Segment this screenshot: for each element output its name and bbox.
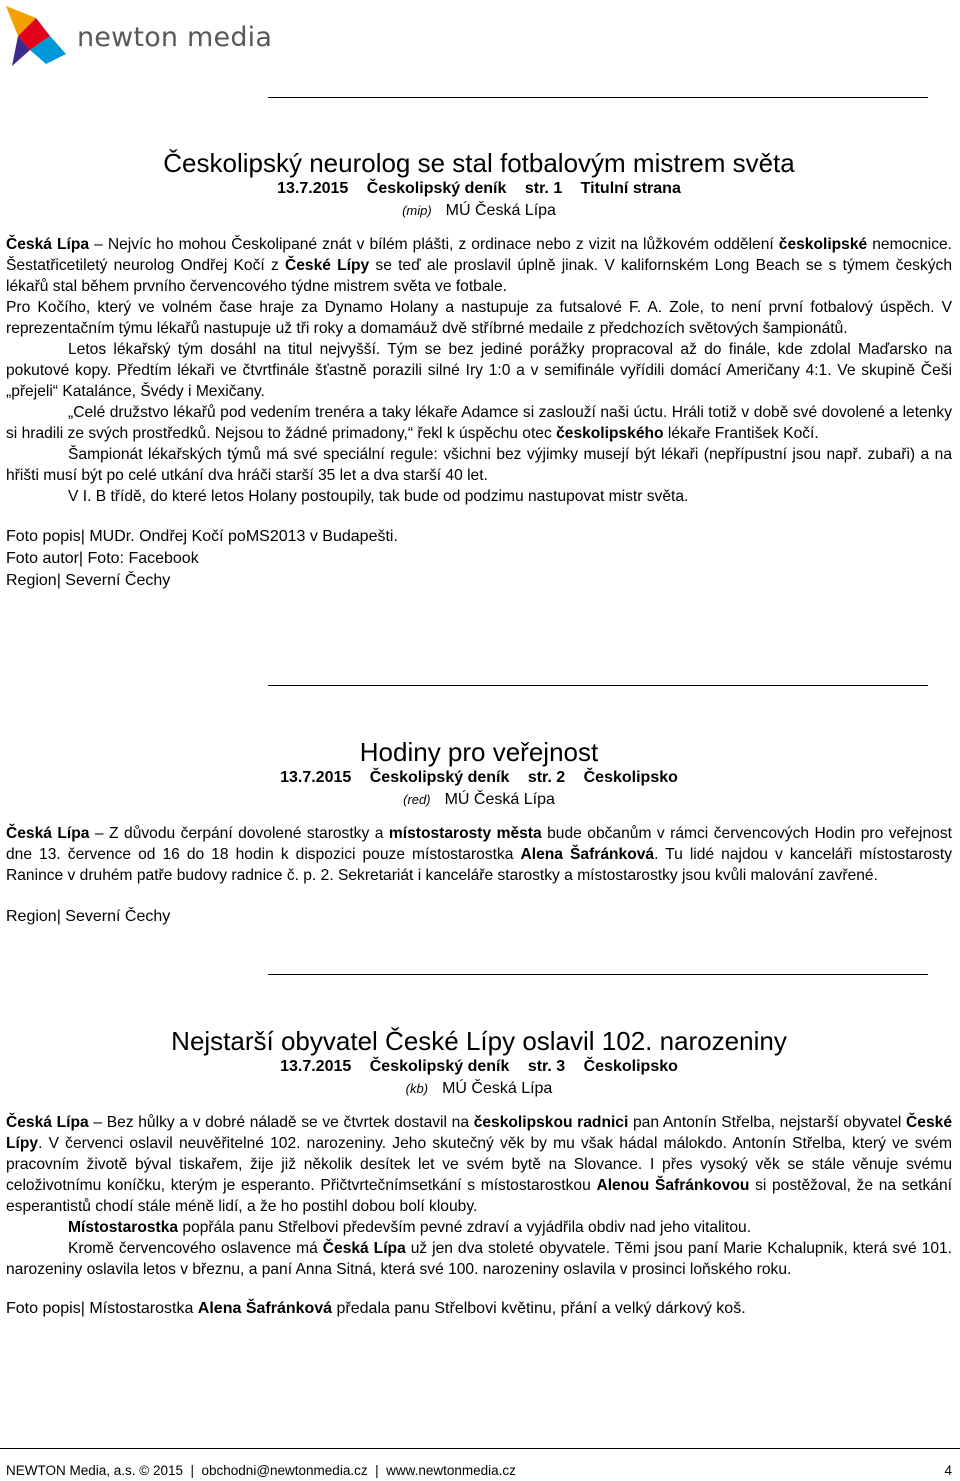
article-source bbox=[6, 200, 952, 222]
newton-logo-mark-icon bbox=[6, 6, 68, 68]
article-region-tag: MÚ Česká Lípa bbox=[445, 202, 556, 219]
paragraph: V I. B třídě, do které letos Holany postoupily, tak bude od podzimu nastupovat mistr světa. bbox=[68, 488, 689, 505]
article-date: 13.7.2015 bbox=[280, 769, 352, 786]
paragraph: „Celé družstvo lékařů pod vedením trenéra a taky lékaře Adamce si zaslouží naši úctu. Hráli totiž v době své dovolené a letenky si hradili ze svých prostředků. Nejsou to žádné primadony,“ řekl k úspěchu otec českolipského lékaře František Kočí. bbox=[6, 404, 952, 442]
paragraph: Česká Lípa – Bez hůlky a v dobré náladě se ve čtvrtek dostavil na českolipskou radnici pan Antonín Střelba, nejstarší obyvatel České Lípy. V červenci oslavil neuvěřitelné 102. narozeniny. Jeho skutečný věk by mu však hádal málokdo. Antonín Střelba, který ve svém pracovním životě býval tiskařem, žije již několik desítek let ve svém bytě na Slovance. I přes vysoký věk se stále věnuje svému celoživotnímu koníčku, kterým je esperanto. Přičtvrtečnímsetkání s místostarostkou Alenou Šafránkovou si postěžoval, že na setkání esperantistů chodí stále méně lidí, a že ho postihl dobou bolí klouby. bbox=[6, 1114, 952, 1215]
region: Region| Severní Čechy bbox=[6, 908, 171, 925]
article-3 bbox=[6, 1026, 952, 1320]
article-source bbox=[6, 1078, 952, 1100]
paragraph: Šampionát lékařských týmů má své speciální regule: všichni bez výjimky musejí být lékaři (nepřípustní jsou např. zubaři) a na hřišti musí být po celé utkání dva hráči starší 35 let a dva starší 40 let. bbox=[6, 446, 952, 484]
article-section: Českolipsko bbox=[583, 1058, 678, 1075]
divider bbox=[268, 974, 928, 975]
foto-popis: Foto popis| Místostarostka Alena Šafránková předala panu Střelbovi květinu, přání a velký dárkový koš. bbox=[6, 1300, 746, 1317]
article-region-tag: MÚ Česká Lípa bbox=[442, 1080, 553, 1097]
article-1 bbox=[6, 148, 952, 592]
newton-media-logo bbox=[6, 6, 272, 68]
foto-popis: Foto popis| MUDr. Ondřej Kočí poMS2013 v Budapešti. bbox=[6, 528, 398, 545]
article-author: (red) bbox=[403, 792, 431, 807]
article-source bbox=[6, 789, 952, 811]
article-footnotes bbox=[6, 906, 952, 928]
article-page: str. 1 bbox=[524, 180, 563, 197]
footer-divider bbox=[0, 1448, 960, 1449]
article-page: str. 3 bbox=[527, 1058, 566, 1075]
article-author: (mip) bbox=[402, 203, 432, 218]
article-2 bbox=[6, 737, 952, 928]
article-date: 13.7.2015 bbox=[277, 180, 349, 197]
region: Region| Severní Čechy bbox=[6, 572, 171, 589]
article-section: Titulní strana bbox=[580, 180, 681, 197]
paragraph: Kromě červencového oslavence má Česká Lípa už jen dva stoleté obyvatele. Těmi jsou paní Marie Kchalupnik, která své 101. narozeniny oslavila letos v březnu, a paní Anna Sitná, která své 100. narozeniny oslavila v prosinci loňského roku. bbox=[6, 1240, 952, 1278]
divider bbox=[268, 97, 928, 98]
article-paper: Českolipský deník bbox=[366, 180, 507, 197]
paragraph: Místostarostka popřála panu Střelbovi především pevné zdraví a vyjádřila obdiv nad jeho vitalitou. bbox=[68, 1219, 752, 1236]
article-title: Hodiny pro veřejnost bbox=[359, 737, 599, 767]
article-paper: Českolipský deník bbox=[369, 769, 510, 786]
article-footnotes bbox=[6, 1298, 952, 1320]
article-author: (kb) bbox=[405, 1081, 429, 1096]
article-page: str. 2 bbox=[527, 769, 566, 786]
footer-text: NEWTON Media, a.s. © 2015 | obchodni@newtonmedia.cz | www.newtonmedia.cz bbox=[6, 1463, 516, 1478]
article-meta bbox=[6, 767, 952, 789]
paragraph: Pro Kočího, který ve volném čase hraje za Dynamo Holany a nastupuje za futsalové F. A. Zole, to není první fotbalový úspěch. V reprezentačním týmu lékařů nastupuje už tři roky a domamáuž dvě stříbrné medaile z předchozích světových šampionátů. bbox=[6, 299, 952, 337]
page-number: 4 bbox=[944, 1463, 952, 1478]
logo-text: newton media bbox=[77, 21, 273, 53]
divider bbox=[268, 685, 928, 686]
article-section: Českolipsko bbox=[583, 769, 678, 786]
paragraph: Letos lékařský tým dosáhl na titul nejvyšší. Tým se bez jediné porážky propracoval až do finále, kde zdolal Maďarsko na pokutové kopy. Předtím lékaři ve čtvrtfinále šťastně porazili silné Iry 1:0 a v semifinále vyřídili domácí Američany 4:1. Ve skupině Češi „přejeli“ Katalánce, Švédy i Mexičany. bbox=[6, 341, 952, 400]
paragraph: Česká Lípa – Nejvíc ho mohou Českolipané znát v bílém plášti, z ordinace nebo z vizit na lůžkovém oddělení českolipské nemocnice. Šestatřicetiletý neurolog Ondřej Kočí z České Lípy se teď ale proslavil úplně jinak. V kalifornském Long Beach se s týmem českých lékařů stal během prvního červencového týdne mistrem světa ve fotbale. bbox=[6, 236, 953, 295]
article-paper: Českolipský deník bbox=[369, 1058, 510, 1075]
article-footnotes bbox=[6, 526, 952, 592]
article-body bbox=[6, 823, 952, 886]
article-body bbox=[6, 234, 952, 507]
article-body bbox=[6, 1112, 952, 1280]
article-title: Českolipský neurolog se stal fotbalovým mistrem světa bbox=[163, 148, 795, 178]
article-title: Nejstarší obyvatel České Lípy oslavil 102. narozeniny bbox=[171, 1026, 787, 1056]
page-footer bbox=[6, 1463, 952, 1478]
article-meta bbox=[6, 178, 952, 200]
article-date: 13.7.2015 bbox=[280, 1058, 352, 1075]
article-region-tag: MÚ Česká Lípa bbox=[444, 791, 555, 808]
article-meta bbox=[6, 1056, 952, 1078]
paragraph: Česká Lípa – Z důvodu čerpání dovolené starostky a místostarosty města bude občanům v rámci červencových Hodin pro veřejnost dne 13. července od 16 do 18 hodin k dispozici pouze místostarostka Alena Šafránková. Tu lidé najdou v kanceláři místostarosty Ranince v druhém patře budovy radnice č. p. 2. Sekretariát i kanceláře starostky a místostarostky jsou kvůli malování zavřené. bbox=[6, 825, 953, 884]
foto-autor: Foto autor| Foto: Facebook bbox=[6, 550, 199, 567]
